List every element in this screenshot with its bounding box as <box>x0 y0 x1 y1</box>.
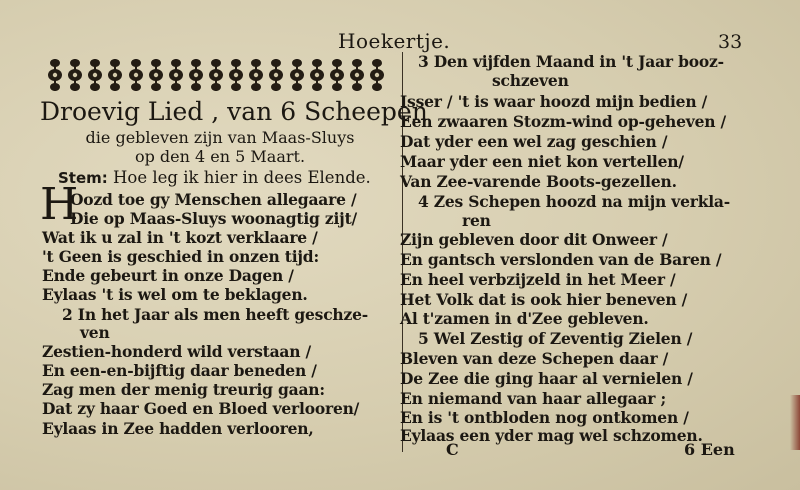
verse-line: Zag men der menig treurig gaan: <box>42 380 325 399</box>
verse-line: 2 In het Jaar als men heeft geschze- <box>62 305 368 324</box>
fleuron-ornament-icon <box>46 57 64 93</box>
verse-line: Eylaas in Zee hadden verlooren, <box>42 419 314 438</box>
verse-line: En gantsch verslonden van de Baren / <box>400 250 722 269</box>
verse-line: ven <box>80 323 110 342</box>
fleuron-ornament-icon <box>207 57 225 93</box>
verse-line: En heel verbzijzeld in het Meer / <box>400 270 676 289</box>
tune-label: Stem: <box>58 169 108 187</box>
song-subtitle-2: op den 4 en 5 Maart. <box>134 147 306 166</box>
verse-line: Ende gebeurt in onze Dagen / <box>42 266 294 285</box>
fleuron-ornament-icon <box>106 57 124 93</box>
running-header: Hoekertje. <box>338 29 451 53</box>
fleuron-ornament-icon <box>308 57 326 93</box>
page-edge-stain <box>790 395 800 450</box>
song-title: Droevig Lied , van 6 Scheepen <box>40 97 428 126</box>
verse-line: Zijn gebleven door dit Onweer / <box>400 230 668 249</box>
tune-text: Hoe leg ik hier in dees Elende. <box>113 168 371 187</box>
fleuron-ornament-icon <box>288 57 306 93</box>
verse-line: 4 Zes Schepen hoozd na mijn verkla- <box>418 192 730 211</box>
fleuron-ornament-icon <box>348 57 366 93</box>
verse-line: Dat zy haar Goed en Bloed verlooren/ <box>42 399 360 418</box>
fleuron-ornament-icon <box>167 57 185 93</box>
verse-line: Eylaas 't is wel om te beklagen. <box>42 285 308 304</box>
verse-line: Wat ik u zal in 't kozt verklaare / <box>42 228 318 247</box>
verse-line: Dat yder een wel zag geschien / <box>400 132 668 151</box>
song-subtitle-1: die gebleven zijn van Maas-Sluys <box>85 128 355 147</box>
fleuron-ornament-icon <box>127 57 145 93</box>
fleuron-ornament-icon <box>66 57 84 93</box>
verse-line: De Zee die ging haar al vernielen / <box>400 369 693 388</box>
verse-line: Isser / 't is waar hoozd mijn bedien / <box>400 92 708 111</box>
verse-line: Van Zee-varende Boots-gezellen. <box>400 172 677 191</box>
verse-line: ren <box>462 211 491 230</box>
verse-line: Maar yder een niet kon vertellen/ <box>400 152 684 171</box>
verse-line: En niemand van haar allegaar ; <box>400 389 666 408</box>
verse-line: Die op Maas-Sluys woonagtig zijt/ <box>70 209 358 228</box>
tune-line <box>58 168 398 187</box>
verse-line: Bleven van deze Schepen daar / <box>400 349 669 368</box>
fleuron-ornament-icon <box>187 57 205 93</box>
verse-line: 't Geen is geschied in onzen tijd: <box>42 247 319 266</box>
verse-line: Zestien-honderd wild verstaan / <box>42 342 311 361</box>
fleuron-ornament-icon <box>267 57 285 93</box>
fleuron-ornament-icon <box>247 57 265 93</box>
page-number: 33 <box>718 31 743 53</box>
fleuron-ornament-icon <box>368 57 386 93</box>
catchword: 6 Een <box>684 440 735 459</box>
verse-line: Eylaas een yder mag wel schzomen. <box>400 426 703 445</box>
verse-line: Het Volk dat is ook hier beneven / <box>400 290 688 309</box>
verse-line: Al t'zamen in d'Zee gebleven. <box>400 309 649 328</box>
verse-line: 3 Den vijfden Maand in 't Jaar booz- <box>418 52 724 71</box>
verse-line: schzeven <box>492 71 569 90</box>
fleuron-ornament-icon <box>227 57 245 93</box>
verse-line: Oozd toe gy Menschen allegaare / <box>70 190 357 209</box>
verse-line: En een-en-bijftig daar beneden / <box>42 361 317 380</box>
fleuron-ornament-icon <box>86 57 104 93</box>
verse-line: Een zwaaren Stozm-wind op-geheven / <box>400 112 726 131</box>
drop-cap: H <box>40 179 79 230</box>
signature-mark: C <box>446 440 459 459</box>
fleuron-ornament-icon <box>328 57 346 93</box>
verse-line: En is 't ontbloden nog ontkomen / <box>400 408 689 427</box>
fleuron-ornament-icon <box>147 57 165 93</box>
decorative-border <box>46 56 386 94</box>
verse-line: 5 Wel Zestig of Zeventig Zielen / <box>418 329 693 348</box>
